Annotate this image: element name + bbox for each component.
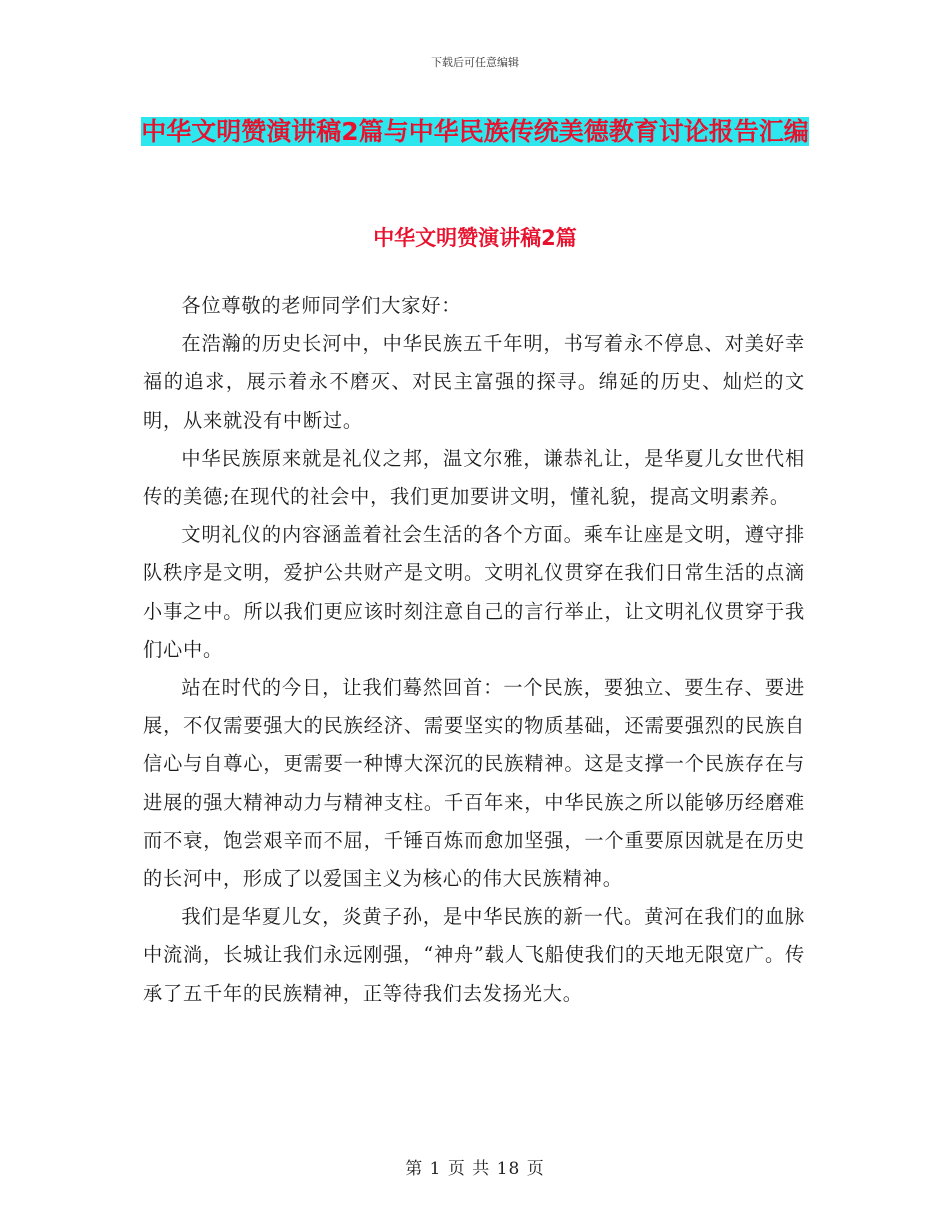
- header-note: 下载后可任意编辑: [431, 56, 519, 69]
- document-body: [143, 287, 805, 1013]
- paragraph-greeting: 各位尊敬的老师同学们大家好：: [181, 294, 462, 317]
- paragraph: 中华民族原来就是礼仪之邦，温文尔雅，谦恭礼让，是华夏儿女世代相传的美德;在现代的社会中，我们更加要讲文明，懂礼貌，提高文明素养。: [143, 446, 805, 509]
- document-title: [140, 110, 810, 154]
- paragraph: 文明礼仪的内容涵盖着社会生活的各个方面。乘车让座是文明，遵守排队秩序是文明，爱护公共财产是文明。文明礼仪贯穿在我们日常生活的点滴小事之中。所以我们更应该时刻注意自己的言行举止，让文明礼仪贯穿于我们心中。: [143, 523, 805, 661]
- document-title-text: 中华文明赞演讲稿2篇与中华民族传统美德教育讨论报告汇编: [141, 117, 809, 146]
- section-title: 中华文明赞演讲稿2篇: [373, 226, 577, 250]
- paragraph: 在浩瀚的历史长河中，中华民族五千年明，书写着永不停息、对美好幸福的追求，展示着永不磨灭、对民主富强的探寻。绵延的历史、灿烂的文明，从来就没有中断过。: [143, 332, 805, 432]
- page-number-footer: 第 1 页 共 18 页: [405, 1159, 545, 1179]
- paragraph: 站在时代的今日，让我们蓦然回首：一个民族，要独立、要生存、要进展，不仅需要强大的民族经济、需要坚实的物质基础，还需要强烈的民族自信心与自尊心，更需要一种博大深沉的民族精神。这是支撑一个民族存在与进展的强大精神动力与精神支柱。千百年来，中华民族之所以能够历经磨难而不衰，饱尝艰辛而不屈，千锤百炼而愈加坚强，一个重要原因就是在历史的长河中，形成了以爱国主义为核心的伟大民族精神。: [143, 676, 805, 891]
- paragraph: 我们是华夏儿女，炎黄子孙，是中华民族的新一代。黄河在我们的血脉中流淌，长城让我们永远刚强，“神舟”载人飞船使我们的天地无限宽广。传承了五千年的民族精神，正等待我们去发扬光大。: [143, 905, 805, 1005]
